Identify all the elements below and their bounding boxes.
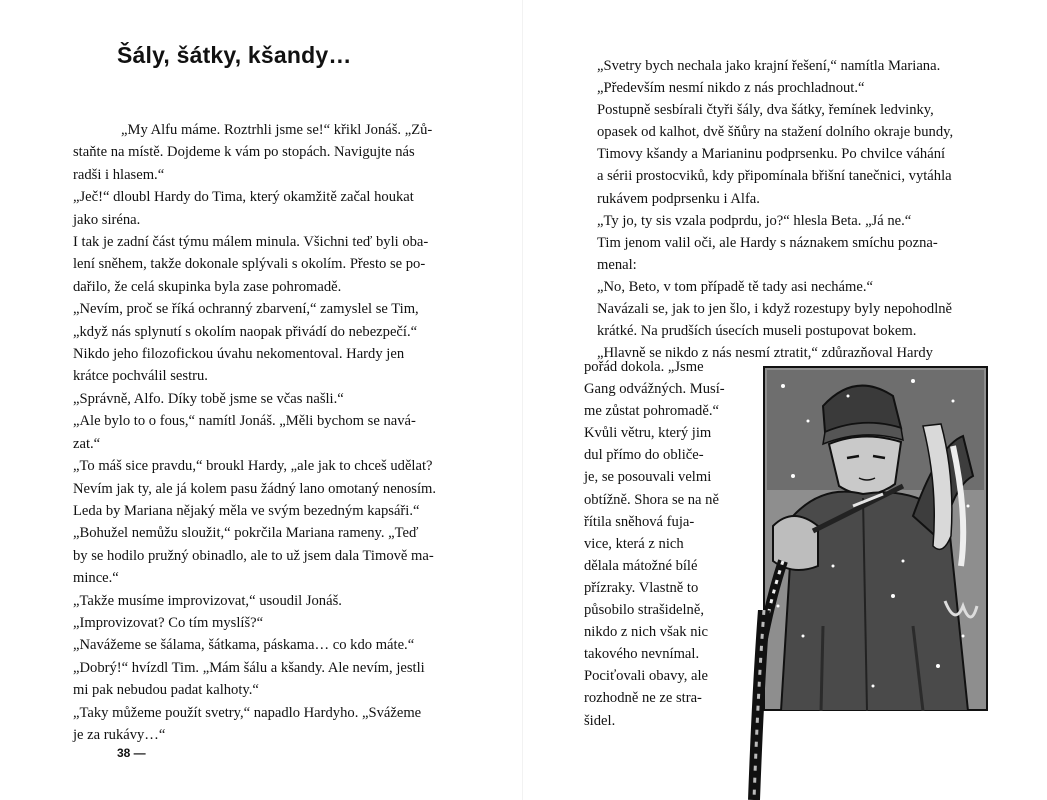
- text-line: Navázali se, jak to jen šlo, i když rozestupy byly nepohodlně: [597, 301, 953, 318]
- text-line: krátce pochválil sestru.: [73, 368, 208, 385]
- text-line: obtížně. Shora se na ně: [584, 491, 719, 508]
- text-line: „My Alfu máme. Roztrhli jsme se!“ křikl Jonáš. „Zů-: [121, 122, 433, 138]
- text-line: Kvůli větru, který jim: [584, 425, 712, 442]
- text-line: jako siréna.: [73, 211, 141, 228]
- text-line: „Takže musíme improvizovat,“ usoudil Jonáš.: [73, 592, 342, 609]
- right-page: [523, 0, 1047, 800]
- text-line: „Ty jo, ty sis vzala podprdu, jo?“ hlesla Beta. „Já ne.“: [597, 212, 912, 229]
- text-line: dělala mátožné bílé: [584, 557, 698, 574]
- text-line: nikdo z nich však nic: [584, 624, 709, 641]
- chapter-title: Šály, šátky, kšandy…: [117, 42, 352, 68]
- text-line: „Improvizovat? Co tím myslíš?“: [73, 614, 264, 631]
- text-line: „To máš sice pravdu,“ broukl Hardy, „ale jak to chceš udělat?: [73, 458, 433, 475]
- text-line: mi pak nebudou padat kalhoty.“: [73, 682, 259, 699]
- text-line: Nikdo jeho filozofickou úvahu nekomentoval. Hardy jen: [73, 346, 405, 363]
- text-line: „Správně, Alfo. Díky tobě jsme se včas našli.“: [73, 390, 344, 407]
- text-line: radši i hlasem.“: [73, 166, 165, 183]
- text-line: me zůstat pohromadě.“: [584, 403, 719, 420]
- text-line: Leda by Mariana nějaký měla ve svým bezedným kapsáři.“: [73, 502, 420, 519]
- left-body-text: [73, 119, 463, 746]
- text-line: lení sněhem, takže dokonale splývali s okolím. Přesto se po-: [73, 256, 426, 273]
- text-line: rozhodně ne ze stra-: [584, 690, 702, 707]
- text-line: opasek od kalhot, dvě šňůry na stažení dolního okraje bundy,: [597, 124, 954, 141]
- text-line: vice, která z nich: [584, 535, 684, 552]
- text-line: a sérii prostocviků, kdy připomínala břišní tanečnici, vytáhla: [597, 168, 952, 185]
- text-line: je, se posouvali velmi: [584, 469, 712, 486]
- text-line: Pociťovali obavy, ale: [584, 668, 709, 685]
- wrapped-text-column: [584, 356, 758, 732]
- text-line: „Hlavně se nikdo z nás nesmí ztratit,“ zdůrazňoval Hardy: [597, 345, 933, 362]
- text-line: Gang odvážných. Musí-: [584, 381, 725, 398]
- text-line: „Bohužel nemůžu sloužit,“ pokrčila Mariana rameny. „Teď: [73, 525, 419, 542]
- text-line: řítila sněhová fuja-: [584, 513, 695, 530]
- text-line: Postupně sesbírali čtyři šály, dva šátky, řemínek ledvinky,: [597, 102, 934, 119]
- text-line: „Ječ!“ dloubl Hardy do Tima, který okamžitě začal houkat: [73, 189, 414, 206]
- text-line: je za rukávy…“: [73, 726, 166, 743]
- text-line: „Ale bylo to o fous,“ namítl Jonáš. „Měli bychom se navá-: [73, 413, 416, 430]
- text-line: přízraky. Vlastně to: [584, 579, 699, 596]
- illustration-boy-with-rope: [763, 366, 988, 711]
- text-line: dařilo, že celá skupinka byla zase pohromadě.: [73, 278, 342, 295]
- text-line: „Dobrý!“ hvízdl Tim. „Mám šálu a kšandy. Ale nevím, jestli: [73, 659, 425, 676]
- text-line: krátké. Na prudších úsecích museli postupovat bokem.: [597, 323, 917, 340]
- page-number: 38 —: [117, 746, 146, 760]
- text-line: Nevím jak ty, ale já kolem pasu žádný lano omotaný nenosím.: [73, 480, 436, 497]
- text-line: „Nevím, proč se říká ochranný zbarvení,“ zamyslel se Tim,: [73, 301, 419, 318]
- text-line: „když nás splynutí s okolím naopak přivádí do nebezpečí.“: [73, 323, 418, 340]
- right-body-text: [597, 55, 987, 364]
- text-line: pořád dokola. „Jsme: [584, 359, 704, 375]
- text-line: zat.“: [73, 435, 101, 452]
- text-line: „Taky můžeme použít svetry,“ napadlo Hardyho. „Svážeme: [73, 704, 422, 721]
- text-line: I tak je zadní část týmu málem minula. Všichni teď byli oba-: [73, 234, 429, 251]
- text-line: „Především nesmí nikdo z nás prochladnout.“: [597, 80, 865, 97]
- rope-tail: [736, 610, 776, 800]
- text-line: dul přímo do obliče-: [584, 447, 704, 464]
- text-line: působilo strašidelně,: [584, 602, 704, 619]
- text-line: by se hodilo pružný obinadlo, ale to už jsem dala Timově ma-: [73, 547, 434, 564]
- text-line: Timovy kšandy a Marianinu podprsenku. Po chvilce váhání: [597, 146, 946, 163]
- text-line: „Navážeme se šálama, šátkama, páskama… co kdo máte.“: [73, 637, 415, 654]
- left-page: [0, 0, 523, 800]
- text-line: „No, Beto, v tom případě tě tady asi necháme.“: [597, 278, 873, 295]
- text-line: šidel.: [584, 712, 616, 729]
- text-line: menal:: [597, 256, 637, 273]
- text-line: rukávem podprsenku i Alfa.: [597, 190, 760, 207]
- text-line: takového nevnímal.: [584, 646, 700, 663]
- text-line: „Svetry bych nechala jako krajní řešení,“ namítla Mariana.: [597, 58, 941, 74]
- text-line: staňte na místě. Dojdeme k vám po stopách. Navigujte nás: [73, 144, 415, 161]
- text-line: mince.“: [73, 570, 119, 587]
- text-line: Tim jenom valil oči, ale Hardy s náznakem smíchu pozna-: [597, 234, 938, 251]
